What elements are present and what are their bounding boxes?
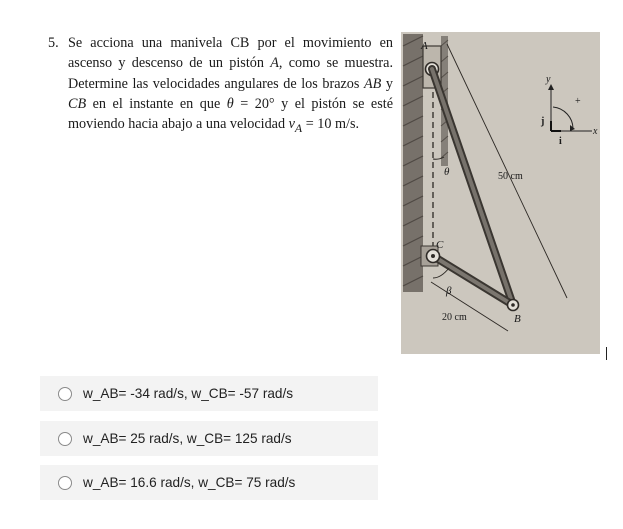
radio-button-3[interactable]	[58, 476, 72, 490]
question-number: 5.	[48, 35, 59, 51]
radio-button-2[interactable]	[58, 432, 72, 446]
label-x: x	[593, 126, 598, 137]
answer-option-3[interactable]	[40, 465, 378, 500]
label-50cm: 50 cm	[498, 171, 523, 182]
wall	[403, 34, 423, 292]
label-beta: β	[446, 285, 452, 297]
answer-option-2-label: w_AB= 25 rad/s, w_CB= 125 rad/s	[83, 431, 292, 446]
mechanism-figure	[401, 32, 600, 354]
answer-option-1-label: w_AB= -34 rad/s, w_CB= -57 rad/s	[83, 386, 294, 401]
label-plus: +	[575, 96, 581, 107]
text-cursor	[606, 347, 607, 360]
label-theta: θ	[444, 166, 450, 178]
label-C: C	[436, 239, 444, 251]
label-20cm: 20 cm	[442, 312, 467, 323]
answer-option-2[interactable]	[40, 421, 378, 456]
label-j: j	[541, 116, 545, 127]
answer-option-1[interactable]	[40, 376, 378, 411]
question-body: Se acciona una manivela CB por el movimiento en ascenso y descenso de un pistón A, como se muestra. Determine las velocidades angulares de los brazos AB y CB en el instante en que θ = 20° y el pistón se esté moviendo hacia abajo a una velocidad $v_A = 10$ m/s.	[68, 35, 393, 136]
label-i: i	[559, 136, 562, 147]
label-y: y	[546, 74, 551, 85]
label-A: A	[421, 40, 428, 52]
answer-option-3-label: w_AB= 16.6 rad/s, w_CB= 75 rad/s	[83, 475, 296, 490]
radio-button-1[interactable]	[58, 387, 72, 401]
question-text	[48, 33, 393, 138]
label-B: B	[514, 313, 521, 325]
